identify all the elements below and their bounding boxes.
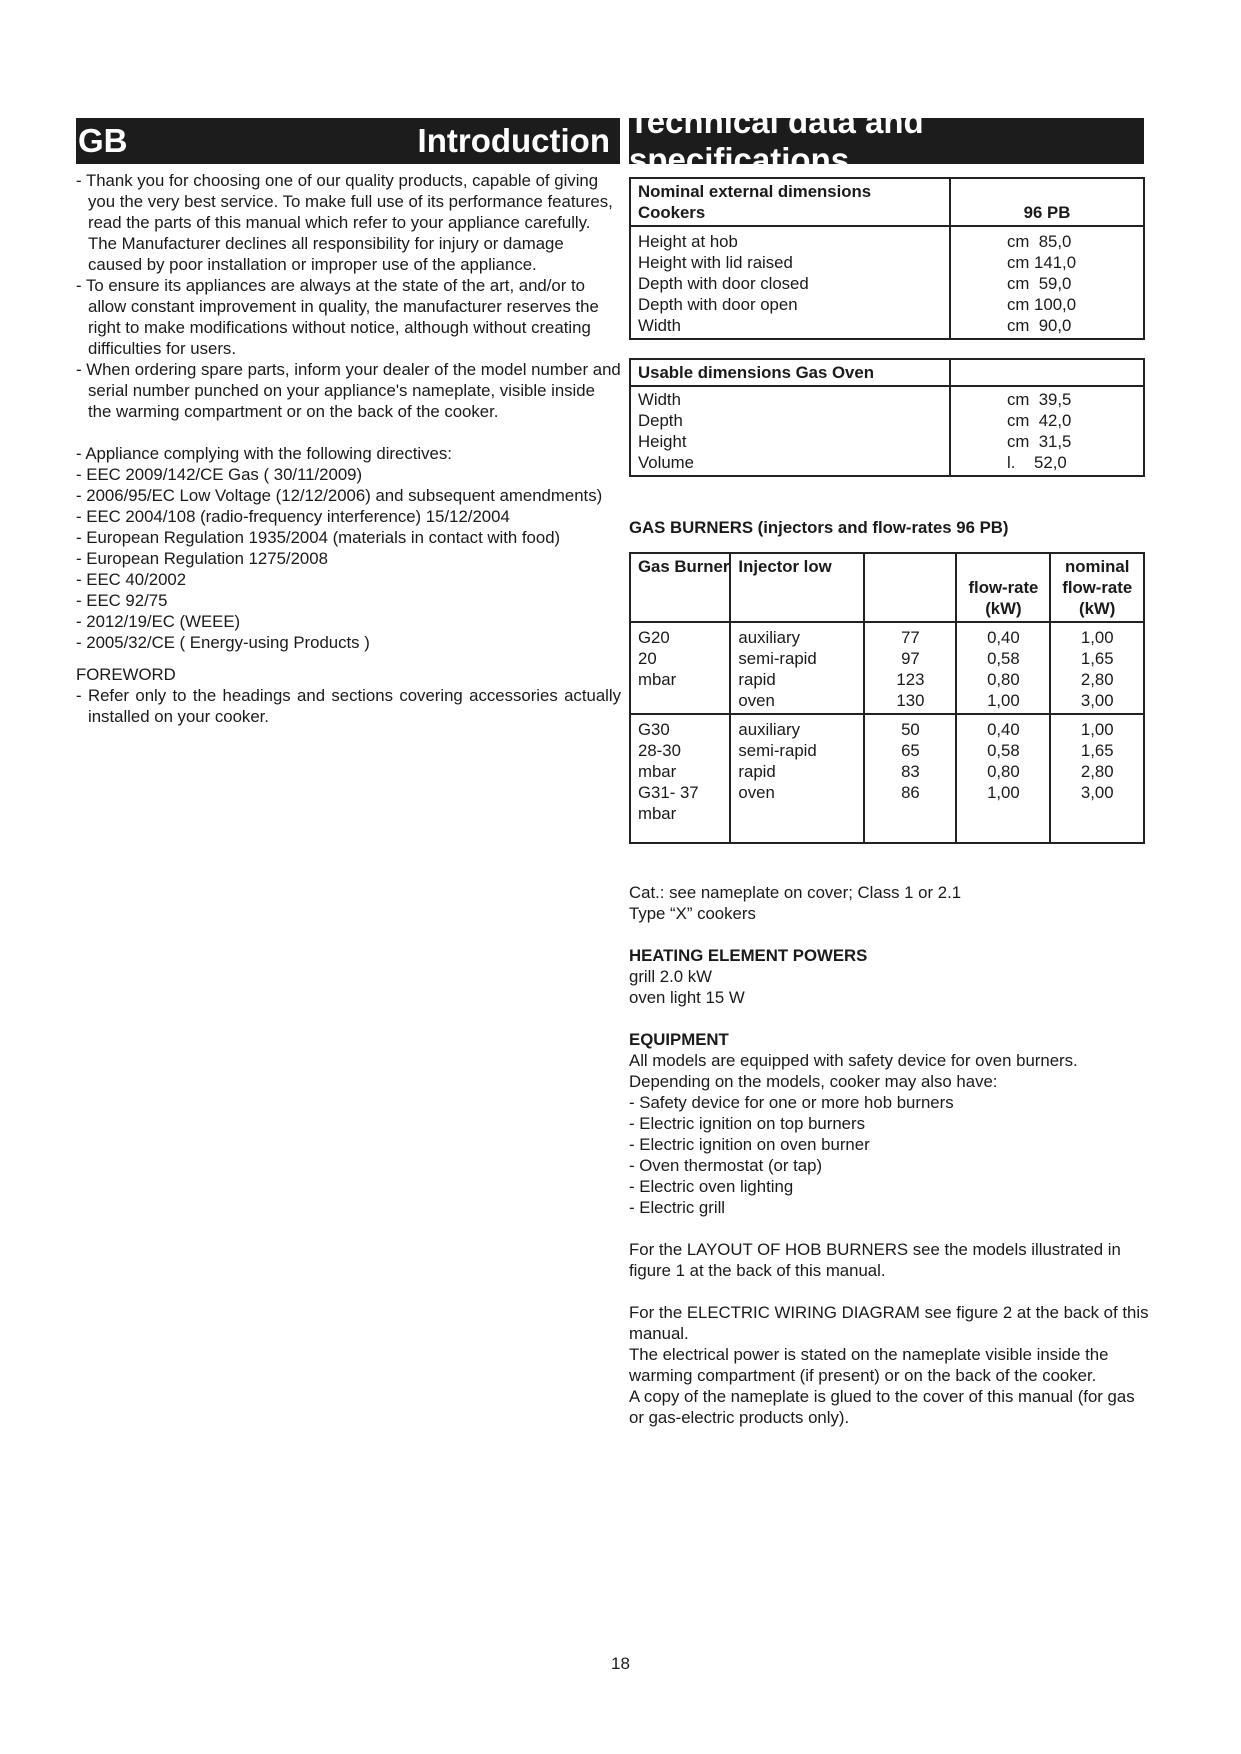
header-injector: Injector low: [730, 553, 864, 622]
technical-column: [629, 177, 1149, 1428]
oven-label: Volume: [638, 453, 694, 472]
equipment-item: - Electric ignition on oven burner: [629, 1135, 870, 1154]
equipment-item: - Electric grill: [629, 1198, 726, 1217]
power-note: The electrical power is stated on the nameplate visible inside the warming compartment (if present) or on the back of the cooker.: [629, 1345, 1109, 1385]
model-name: 96 PB: [950, 178, 1144, 226]
directive-item: - EEC 40/2002: [76, 570, 187, 589]
directive-item: - 2005/32/CE ( Energy-using Products ): [76, 633, 370, 652]
intro-paragraph: The Manufacturer declines all responsibility for injury or damage caused by poor installation or improper use of the appliance.: [88, 234, 564, 274]
nominal-flow-values: 1,00 1,65 2,80 3,00: [1050, 622, 1144, 714]
wiring-note: For the ELECTRIC WIRING DIAGRAM see figure 2 at the back of this manual.: [629, 1303, 1149, 1343]
language-code: GB: [78, 122, 128, 159]
oven-values: [950, 386, 1144, 476]
nameplate-note: A copy of the nameplate is glued to the cover of this manual (for gas or gas-electric products only).: [629, 1387, 1135, 1427]
dimension-value: cm 100,0: [1007, 295, 1077, 314]
header-flow-rate: flow-rate (kW): [956, 553, 1050, 622]
flow-rate-values: 0,40 0,58 0,80 1,00: [956, 714, 1050, 843]
dimensions-title: Nominal external dimensions Cookers: [630, 178, 950, 226]
heating-title: HEATING ELEMENT POWERS: [629, 946, 868, 965]
directive-item: - EEC 92/75: [76, 591, 168, 610]
dimension-label: Depth with door closed: [638, 274, 809, 293]
dimension-values: [950, 226, 1144, 339]
oven-value: cm 39,5: [1007, 390, 1072, 409]
foreword-text: - Refer only to the headings and sections covering accessories actually installed on your cooker.: [76, 686, 621, 726]
gas-burners-table: [629, 552, 1145, 844]
oven-label: Width: [638, 390, 681, 409]
oven-title: Usable dimensions Gas Oven: [630, 359, 950, 386]
type-text: Type “X” cookers: [629, 904, 756, 923]
intro-paragraph: - When ordering spare parts, inform your dealer of the model number and serial number punched on your appliance's nameplate, visible inside the warming compartment or on the back of the cooker.: [76, 360, 621, 421]
dimension-value: cm 85,0: [1007, 232, 1072, 251]
header-nominal-flow-rate: nominal flow-rate (kW): [1050, 553, 1144, 622]
dimension-label: Width: [638, 316, 681, 335]
gas-type: G30 28-30 mbar G31- 37 mbar: [630, 714, 730, 843]
section-title-technical: Technical data and specifications: [629, 118, 1144, 164]
injector-values: 50 65 83 86: [864, 714, 956, 843]
directive-item: - European Regulation 1935/2004 (materials in contact with food): [76, 528, 561, 547]
directive-item: - EEC 2009/142/CE Gas ( 30/11/2009): [76, 465, 363, 484]
section-title-introduction: Introduction: [417, 122, 610, 159]
equipment-item: - Oven thermostat (or tap): [629, 1156, 823, 1175]
directive-item: - 2006/95/EC Low Voltage (12/12/2006) and subsequent amendments): [76, 486, 603, 505]
oven-value: l. 52,0: [1007, 453, 1067, 472]
introduction-column: [76, 170, 621, 727]
directive-item: - Appliance complying with the following directives:: [76, 444, 452, 463]
category-text: Cat.: see nameplate on cover; Class 1 or 2.1: [629, 883, 962, 902]
oven-labels: [630, 386, 950, 476]
dimension-label: Height with lid raised: [638, 253, 793, 272]
equipment-item: - Electric oven lighting: [629, 1177, 794, 1196]
burner-names: auxiliary semi-rapid rapid oven: [730, 622, 864, 714]
gas-burners-title: GAS BURNERS (injectors and flow-rates 96 PB): [629, 518, 1009, 537]
gas-type: G20 20 mbar: [630, 622, 730, 714]
equipment-intro: All models are equipped with safety device for oven burners.: [629, 1051, 1078, 1070]
oven-value: cm 31,5: [1007, 432, 1072, 451]
equipment-item: - Electric ignition on top burners: [629, 1114, 865, 1133]
directive-item: - 2012/19/EC (WEEE): [76, 612, 241, 631]
oven-dimensions-table: [629, 358, 1145, 477]
dimension-value: cm 59,0: [1007, 274, 1072, 293]
dimension-label: Height at hob: [638, 232, 738, 251]
dimension-label: Depth with door open: [638, 295, 798, 314]
intro-paragraph: - Thank you for choosing one of our quality products, capable of giving you the very best service. To make full use of its performance features, read the parts of this manual which refer to your appliance carefully.: [76, 171, 613, 232]
burner-names: auxiliary semi-rapid rapid oven: [730, 714, 864, 843]
equipment-title: EQUIPMENT: [629, 1030, 729, 1049]
intro-paragraph: - To ensure its appliances are always at the state of the art, and/or to allow constant improvement in quality, the manufacturer reserves the right to make modifications without notice, although without creating difficulties for users.: [76, 276, 599, 358]
directive-item: - European Regulation 1275/2008: [76, 549, 328, 568]
injector-values: 77 97 123 130: [864, 622, 956, 714]
foreword-title: FOREWORD: [76, 665, 176, 684]
directive-item: - EEC 2004/108 (radio-frequency interference) 15/12/2004: [76, 507, 510, 526]
oven-value: cm 42,0: [1007, 411, 1072, 430]
oven-label: Depth: [638, 411, 683, 430]
oven-light-power: oven light 15 W: [629, 988, 745, 1007]
dimension-value: cm 141,0: [1007, 253, 1077, 272]
page-number: 18: [611, 1654, 630, 1673]
grill-power: grill 2.0 kW: [629, 967, 712, 986]
flow-rate-values: 0,40 0,58 0,80 1,00: [956, 622, 1050, 714]
layout-note: For the LAYOUT OF HOB BURNERS see the models illustrated in figure 1 at the back of this manual.: [629, 1240, 1121, 1280]
oven-label: Height: [638, 432, 687, 451]
nominal-flow-values: 1,00 1,65 2,80 3,00: [1050, 714, 1144, 843]
header-left: [76, 118, 620, 164]
header-gas-burner: Gas Burner: [630, 553, 730, 622]
dimension-value: cm 90,0: [1007, 316, 1072, 335]
dimension-labels: [630, 226, 950, 339]
dimensions-table: [629, 177, 1145, 340]
equipment-intro: Depending on the models, cooker may also have:: [629, 1072, 998, 1091]
equipment-item: - Safety device for one or more hob burners: [629, 1093, 954, 1112]
